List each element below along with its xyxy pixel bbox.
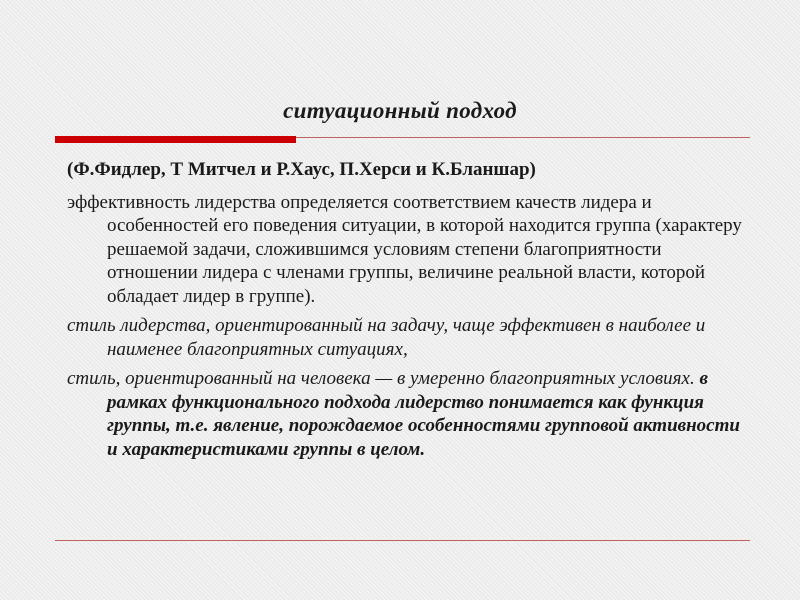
- authors-line: (Ф.Фидлер, Т Митчел и Р.Хаус, П.Херси и К.Бланшар): [67, 159, 536, 180]
- footer-line: [55, 540, 750, 541]
- person-style-lead: стиль, ориентированный на человека — в умеренно благоприятных условиях.: [67, 368, 695, 389]
- title-underline-line: [296, 137, 750, 138]
- title-underline-accent: [55, 136, 296, 143]
- slide-title: ситуационный подход: [283, 98, 517, 123]
- task-style-paragraph: стиль лидерства, ориентированный на задачу, чаще эффективен в наиболее и наименее благоприятных ситуациях,: [67, 315, 706, 360]
- functional-approach-text: в рамках функционального подхода лидерство понимается как функция группы, т.е. явление, порождаемое особенностями групповой активности и характеристиками группы в целом.: [107, 368, 740, 460]
- person-style-paragraph: [67, 367, 747, 461]
- definition-paragraph: эффективность лидерства определяется соответствием качеств лидера и особенностей его поведения ситуации, в которой находится группа (характеру решаемой задачи, сложившимся условиям степени благоприятности отношении лидера с членами группы, величине реальной власти, которой обладает лидер в группе).: [67, 191, 742, 307]
- slide-body: [67, 158, 747, 467]
